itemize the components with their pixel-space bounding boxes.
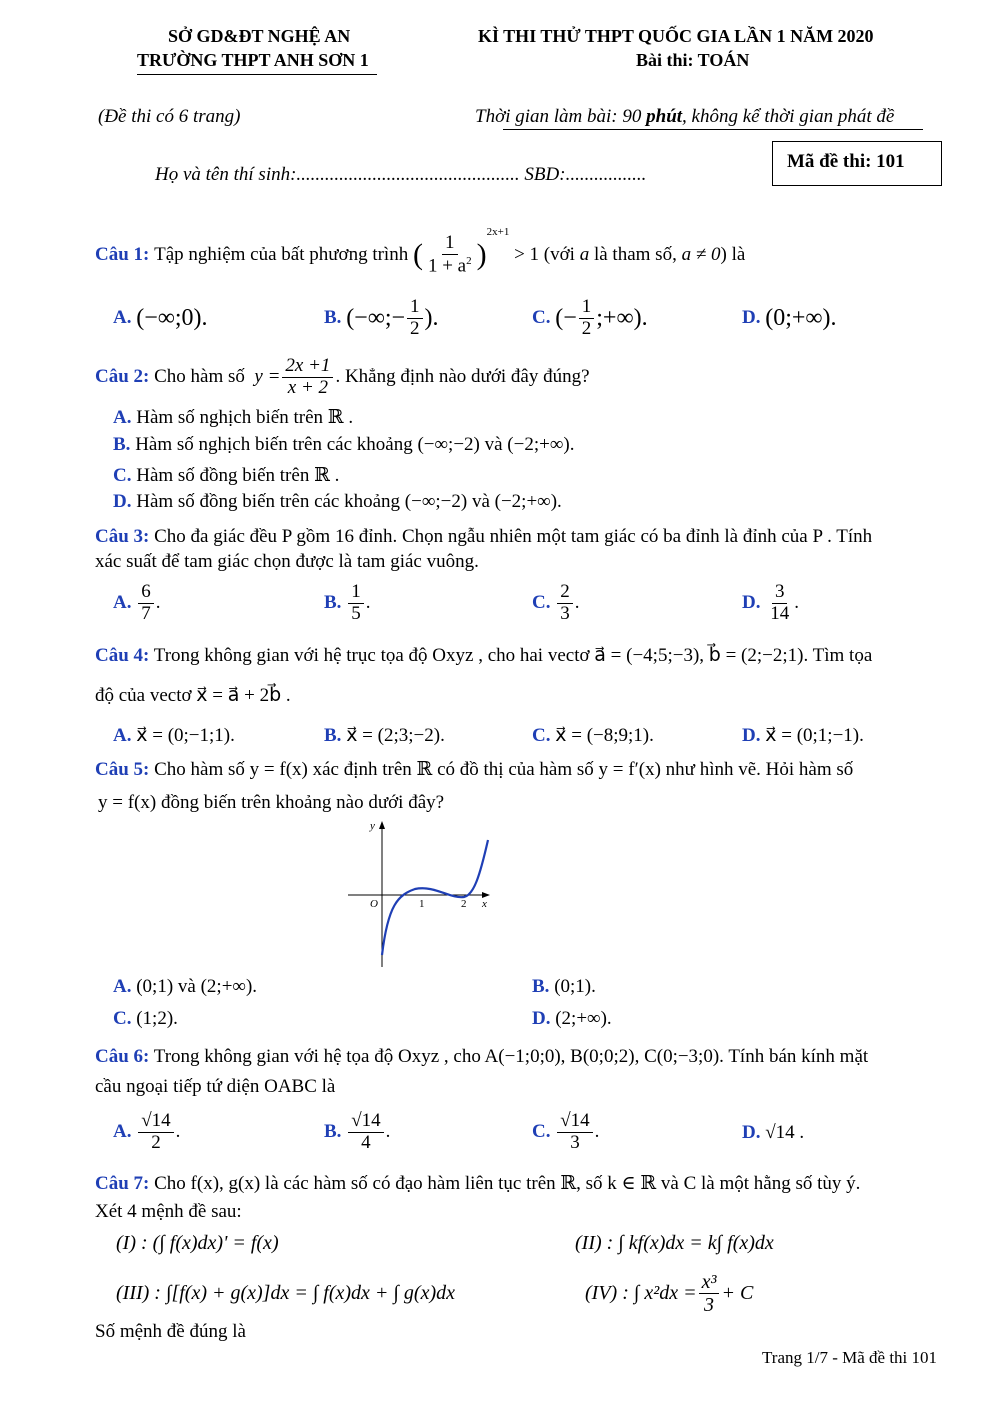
pages-note: (Đề thi có 6 trang) xyxy=(98,106,241,127)
question-6: Câu 6: Trong không gian với hệ tọa độ Oxyz , cho A(−1;0;0), B(0;0;2), C(0;−3;0). Tính bán kính mặt xyxy=(95,1046,869,1067)
tick-label-1: 1 xyxy=(419,898,425,910)
school-underline xyxy=(137,74,377,75)
q1-option-a[interactable]: A. (−∞;0). xyxy=(113,304,208,331)
derivative-curve xyxy=(382,840,488,955)
q2-option-c[interactable]: C. Hàm số đồng biến trên ℝ . xyxy=(113,465,340,486)
q5-option-a[interactable]: A. (0;1) và (2;+∞). xyxy=(113,976,258,997)
q6-option-c[interactable]: C. $\frac{√14}{3}$ . xyxy=(532,1109,600,1153)
statement-i: (I) : (∫ f(x)dx)' = f(x) xyxy=(116,1232,279,1254)
question-3: Câu 3: Cho đa giác đều P gồm 16 đỉnh. Chọn ngẫu nhiên một tam giác có ba đỉnh là đỉnh của P . Tính xyxy=(95,526,873,547)
question-label: Câu 7: xyxy=(95,1173,150,1194)
page-footer: Trang 1/7 - Mã đề thi 101 xyxy=(762,1348,938,1367)
question-2: Câu 2: Cho hàm số y = $\frac{2x +1}{x + 2}$ . Khẳng định nào dưới đây đúng? xyxy=(95,354,590,398)
derivative-graph xyxy=(340,815,500,970)
question-4: Câu 4: Trong không gian với hệ trục tọa độ Oxyz , cho hai vectơ a⃗ = (−4;5;−3), b⃗ = (2;−2;1). Tìm tọa xyxy=(95,645,873,666)
question-label: Câu 5: xyxy=(95,759,150,780)
exam-code: Mã đề thi: 101 xyxy=(787,151,905,172)
question-label: Câu 1: xyxy=(95,244,150,265)
q3-option-a[interactable]: A. $\frac{6}{7}$ . xyxy=(113,580,161,624)
q5-option-b[interactable]: B. (0;1). xyxy=(532,976,596,997)
y-axis-label: y xyxy=(370,820,375,832)
question-4-line2: độ của vectơ x⃗ = a⃗ + 2b⃗ . xyxy=(95,685,291,706)
student-info-line: Họ và tên thí sinh:............................................... SBD:................. xyxy=(155,164,647,185)
question-label: Câu 3: xyxy=(95,526,150,547)
question-7-ask: Số mệnh đề đúng là xyxy=(95,1321,246,1342)
exam-subject: Bài thi: TOÁN xyxy=(636,50,750,70)
question-3-line2: xác suất để tam giác chọn được là tam giác vuông. xyxy=(95,551,479,572)
q6-option-d[interactable]: D. √14 . xyxy=(742,1122,805,1143)
statement-iii: (III) : ∫[f(x) + g(x)]dx = ∫ f(x)dx + ∫ g(x)dx xyxy=(116,1282,455,1304)
question-7-line2: Xét 4 mệnh đề sau: xyxy=(95,1201,242,1222)
q2-option-a[interactable]: A. Hàm số nghịch biến trên ℝ . xyxy=(113,407,354,428)
question-6-line2: cầu ngoại tiếp tứ diện OABC là xyxy=(95,1076,336,1097)
exam-title: KÌ THI THỬ THPT QUỐC GIA LẦN 1 NĂM 2020 xyxy=(478,26,874,46)
statement-ii: (II) : ∫ kf(x)dx = k∫ f(x)dx xyxy=(575,1232,774,1254)
question-label: Câu 6: xyxy=(95,1046,150,1067)
x-axis-label: x xyxy=(482,898,487,910)
q6-option-a[interactable]: A. $\frac{√14}{2}$ . xyxy=(113,1109,181,1153)
tick-label-2: 2 xyxy=(461,898,467,910)
q1-option-b[interactable]: B. (−∞;− $\frac{1}{2}$ ). xyxy=(324,295,439,339)
q3-option-d[interactable]: D. $\frac{3}{14}$ . xyxy=(742,580,799,624)
question-label: Câu 4: xyxy=(95,645,150,666)
time-note: Thời gian làm bài: 90 phút, không kể thời gian phát đề xyxy=(475,106,895,127)
question-5: Câu 5: Cho hàm số y = f(x) xác định trên ℝ có đồ thị của hàm số y = f′(x) như hình vẽ. Hỏi hàm số xyxy=(95,759,854,780)
time-underline xyxy=(503,129,923,130)
q1-option-d[interactable]: D. (0;+∞). xyxy=(742,304,837,331)
question-5-line2: y = f(x) đồng biến trên khoảng nào dưới đây? xyxy=(98,792,445,813)
q4-option-c[interactable]: C. x⃗ = (−8;9;1). xyxy=(532,725,654,746)
q5-option-d[interactable]: D. (2;+∞). xyxy=(532,1008,612,1029)
q2-option-d[interactable]: D. Hàm số đồng biến trên các khoảng (−∞;−2) và (−2;+∞). xyxy=(113,491,562,512)
q4-option-a[interactable]: A. x⃗ = (0;−1;1). xyxy=(113,725,235,746)
question-label: Câu 2: xyxy=(95,366,150,387)
q1-option-c[interactable]: C. (− $\frac{1}{2}$ ;+∞). xyxy=(532,295,648,339)
statement-iv: (IV) : ∫ x²dx = $\frac{\text{x³}}{3}$ + C xyxy=(585,1270,754,1316)
department-name: SỞ GD&ĐT NGHỆ AN xyxy=(168,26,351,46)
school-name: TRƯỜNG THPT ANH SƠN 1 xyxy=(137,50,369,70)
origin-label: O xyxy=(370,898,378,910)
question-1: Câu 1: Tập nghiệm của bất phương trình ( $\frac{1}{1 + a^2}$ ) 2x+1 > 1 (với a là tham số, a ≠ 0 ) là xyxy=(95,226,746,277)
q4-option-b[interactable]: B. x⃗ = (2;3;−2). xyxy=(324,725,445,746)
q6-option-b[interactable]: B. $\frac{√14}{4}$ . xyxy=(324,1109,391,1153)
q3-option-b[interactable]: B. $\frac{1}{5}$ . xyxy=(324,580,371,624)
q2-option-b[interactable]: B. Hàm số nghịch biến trên các khoảng (−∞;−2) và (−2;+∞). xyxy=(113,434,575,455)
q5-option-c[interactable]: C. (1;2). xyxy=(113,1008,178,1029)
y-axis-arrow xyxy=(379,821,385,829)
q4-option-d[interactable]: D. x⃗ = (0;1;−1). xyxy=(742,725,864,746)
q3-option-c[interactable]: C. $\frac{2}{3}$ . xyxy=(532,580,580,624)
question-7: Câu 7: Cho f(x), g(x) là các hàm số có đạo hàm liên tục trên ℝ, số k ∈ ℝ và C là một hằng số tùy ý. xyxy=(95,1173,861,1194)
